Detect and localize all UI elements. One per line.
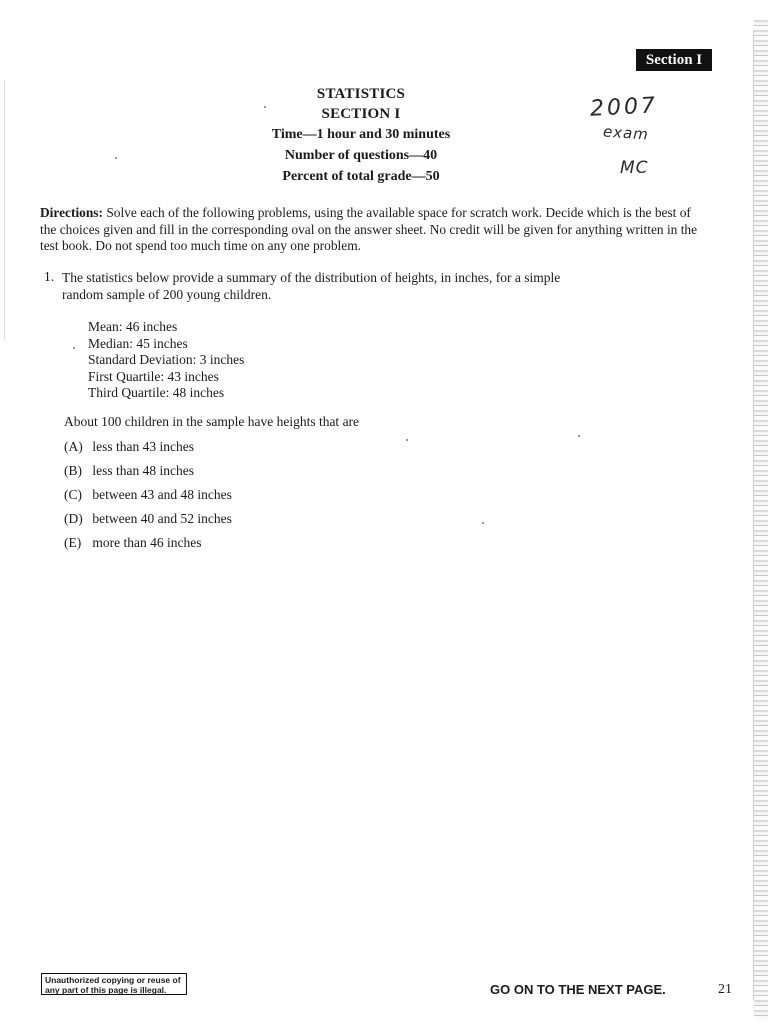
time-info: Time—1 hour and 30 minutes — [271, 127, 451, 142]
handwritten-year: 2007 — [589, 93, 659, 122]
copyright-notice — [41, 973, 187, 995]
scanned-edge — [754, 20, 768, 1020]
question-count: Number of questions—40 — [284, 148, 438, 163]
choice-text: less than 48 inches — [92, 463, 194, 478]
scan-speck — [406, 439, 408, 441]
question-number: 1. — [44, 269, 55, 284]
choice-text: between 40 and 52 inches — [92, 511, 232, 526]
choice-d — [64, 511, 232, 535]
grade-percent: Percent of total grade—50 — [282, 169, 440, 184]
stat-line: Median: 45 inches — [88, 335, 188, 351]
stat-line: First Quartile: 43 inches — [88, 368, 219, 384]
scan-line — [753, 30, 754, 1000]
directions — [40, 205, 700, 255]
question-prompt: About 100 children in the sample have heights that are — [64, 414, 360, 429]
choice-text: more than 46 inches — [92, 535, 202, 550]
directions-text: Solve each of the following problems, using the available space for scratch work. Decide which is the best of the choices given and fill in the corresponding oval on the answer sheet. No credit will be given for anything written in the test book. Do not spend too much time on any one problem. — [40, 205, 698, 253]
scan-speck — [578, 435, 580, 437]
section-title: SECTION I — [321, 106, 401, 122]
notice-line: any part of this page is illegal. — [45, 985, 167, 995]
handwritten-word: exam — [602, 122, 650, 144]
choice-label: (C) — [64, 487, 82, 502]
scan-speck — [115, 157, 117, 159]
section-badge: Section I — [636, 49, 712, 71]
scan-speck — [482, 522, 484, 524]
choice-label: (E) — [64, 535, 82, 550]
next-page-label: GO ON TO THE NEXT PAGE. — [490, 982, 666, 997]
question-text: The statistics below provide a summary of the distribution of heights, in inches, for a simple random sample of 200 young children. — [62, 270, 561, 302]
notice-line: Unauthorized copying or reuse of — [45, 975, 181, 985]
choice-text: less than 43 inches — [92, 439, 194, 454]
stat-line: Standard Deviation: 3 inches — [88, 352, 245, 367]
stat-line: Mean: 46 inches — [88, 319, 178, 334]
choice-e — [64, 535, 232, 559]
stat-line: Third Quartile: 48 inches — [88, 385, 225, 400]
choice-b — [64, 463, 232, 487]
handwritten-type: MC — [620, 158, 649, 178]
summary-stats — [88, 319, 244, 402]
answer-choices — [64, 439, 232, 559]
scan-speck — [73, 347, 75, 349]
subject-title: STATISTICS — [316, 86, 406, 102]
scan-speck — [264, 106, 266, 108]
choice-label: (A) — [64, 439, 83, 454]
choice-c — [64, 487, 232, 511]
scan-line — [4, 80, 5, 340]
exam-header — [230, 84, 492, 187]
choice-label: (B) — [64, 463, 82, 478]
choice-text: between 43 and 48 inches — [92, 487, 232, 502]
choice-label: (D) — [64, 511, 83, 526]
page-number: 21 — [718, 982, 732, 997]
directions-label: Directions: — [40, 205, 103, 220]
choice-a — [64, 439, 232, 463]
